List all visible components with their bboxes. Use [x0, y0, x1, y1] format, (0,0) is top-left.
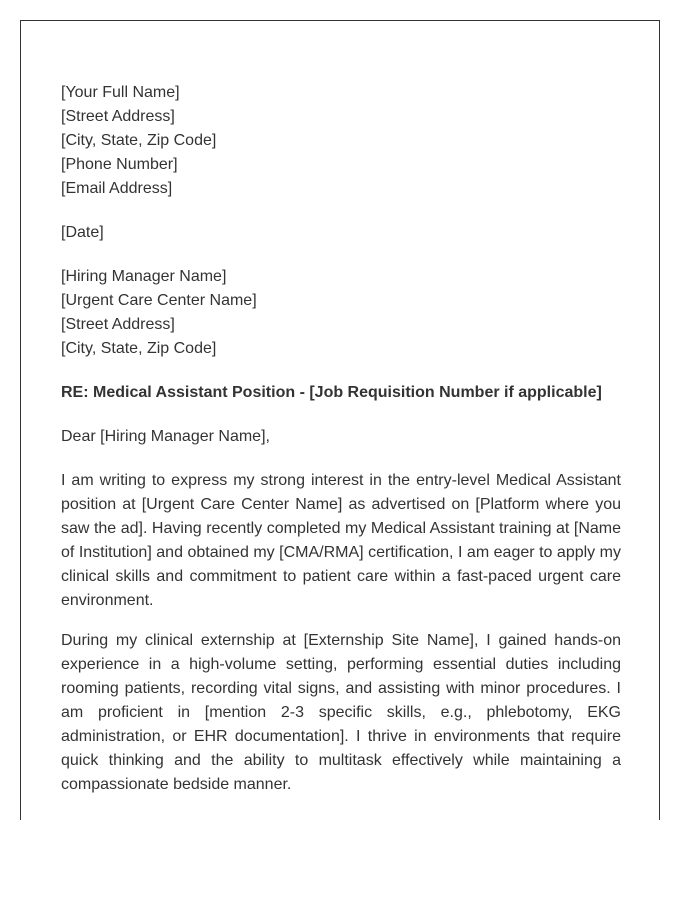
- recipient-company: [Urgent Care Center Name]: [61, 292, 257, 309]
- recipient-name: [Hiring Manager Name]: [61, 268, 227, 285]
- recipient-street: [Street Address]: [61, 316, 175, 333]
- sender-address-block: [61, 81, 621, 201]
- body-paragraph-2: During my clinical externship at [Externship Site Name], I gained hands-on experience in a high-volume setting, performing essential duties including rooming patients, recording vital signs, and assisting with minor procedures. I am proficient in [mention 2-3 specific skills, e.g., phlebotomy, EKG administration, or EHR documentation]. I thrive in environments that require quick thinking and the ability to multitask effectively while maintaining a compassionate bedside manner.: [61, 632, 621, 793]
- body-paragraph-1: I am writing to express my strong interest in the entry-level Medical Assistant position at [Urgent Care Center Name] as advertised on [Platform where you saw the ad]. Having recently completed my Medical Assistant training at [Name of Institution] and obtained my [CMA/RMA] certification, I am eager to apply my clinical skills and commitment to patient care within a fast-paced urgent care environment.: [61, 472, 621, 609]
- sender-street: [Street Address]: [61, 108, 175, 125]
- sender-name: [Your Full Name]: [61, 84, 180, 101]
- letter-date: [Date]: [61, 224, 104, 241]
- sender-phone: [Phone Number]: [61, 156, 178, 173]
- recipient-address-block: [61, 265, 621, 361]
- salutation: Dear [Hiring Manager Name],: [61, 428, 270, 445]
- sender-city: [City, State, Zip Code]: [61, 132, 217, 149]
- date-block: [61, 221, 621, 245]
- recipient-city: [City, State, Zip Code]: [61, 340, 217, 357]
- letter-page: [20, 20, 660, 820]
- subject-line: RE: Medical Assistant Position - [Job Requisition Number if applicable]: [61, 384, 602, 401]
- letter-content: [61, 81, 621, 813]
- sender-email: [Email Address]: [61, 180, 173, 197]
